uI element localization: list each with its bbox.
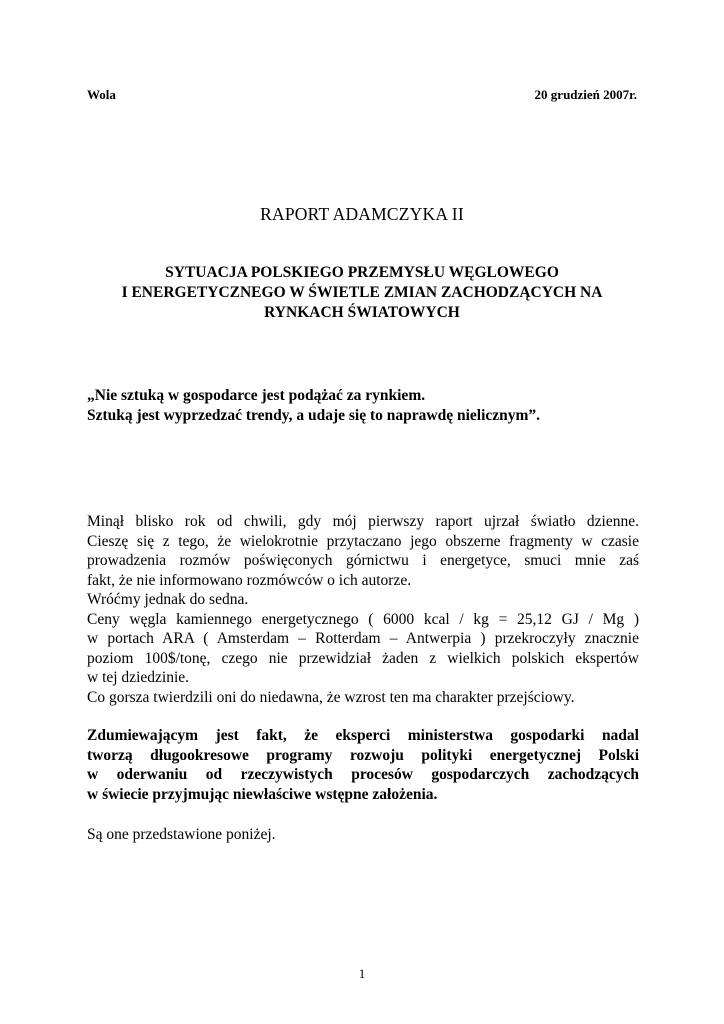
- document-date: 20 grudzień 2007r.: [534, 87, 637, 102]
- paragraph-line: Zdumiewającym jest fakt, że eksperci ministerstwa gospodarki nadal: [87, 727, 639, 744]
- paragraph-intro: [87, 512, 639, 707]
- epigraph-quote: [87, 386, 647, 426]
- paragraph-line: Wróćmy jednak do sedna.: [87, 591, 249, 608]
- paragraph-line: prowadzenia rozmów poświęconych górnictwu i energetyce, smuci mnie zaś: [87, 552, 639, 569]
- subtitle-line: RYNKACH ŚWIATOWYCH: [264, 304, 460, 321]
- paragraph-line: Co gorsza twierdzili oni do niedawna, że wzrost ten ma charakter przejściowy.: [87, 688, 575, 706]
- paragraph-line: Minął blisko rok od chwili, gdy mój pierwszy raport ujrzał światło dzienne.: [87, 513, 639, 530]
- document-subtitle: [80, 263, 644, 323]
- paragraph-line: w świecie przyjmując niewłaściwe wstępne założenia.: [87, 785, 438, 803]
- paragraph-line: Cieszę się z tego, że wielokrotnie przytaczano jego obszerne fragmenty w czasie: [87, 532, 639, 550]
- paragraph-bold: [87, 726, 639, 804]
- quote-line: Sztuką jest wyprzedzać trendy, a udaje się to naprawdę nielicznym”.: [87, 407, 541, 424]
- document-place: Wola: [87, 87, 116, 102]
- paragraph-line: Ceny węgla kamiennego energetycznego ( 6000 kcal / kg = 25,12 GJ / Mg ): [87, 610, 639, 628]
- paragraph-line: Są one przedstawione poniżej.: [87, 826, 276, 843]
- paragraph-line: fakt, że nie informowano rozmówców o ich autorze.: [87, 571, 412, 589]
- paragraph-line: tworzą długookresowe programy rozwoju polityki energetycznej Polski: [87, 746, 639, 764]
- subtitle-line: SYTUACJA POLSKIEGO PRZEMYSŁU WĘGLOWEGO: [165, 264, 559, 281]
- paragraph-line: poziom 100$/tonę, czego nie przewidział żaden z wielkich polskich ekspertów: [87, 649, 639, 667]
- paragraph-line: w portach ARA ( Amsterdam – Rotterdam – Antwerpia ) przekroczyły znacznie: [87, 630, 639, 647]
- paragraph-line: w oderwaniu od rzeczywistych procesów gospodarczych zachodzących: [87, 766, 639, 783]
- paragraph-closing: [87, 825, 639, 845]
- quote-line: „Nie sztuką w gospodarce jest podążać za rynkiem.: [87, 387, 426, 404]
- document-title: RAPORT ADAMCZYKA II: [260, 204, 464, 224]
- paragraph-line: w tej dziedzinie.: [87, 669, 189, 686]
- page-number: 1: [358, 966, 366, 981]
- subtitle-line: I ENERGETYCZNEGO W ŚWIETLE ZMIAN ZACHODZĄCYCH NA: [121, 284, 603, 301]
